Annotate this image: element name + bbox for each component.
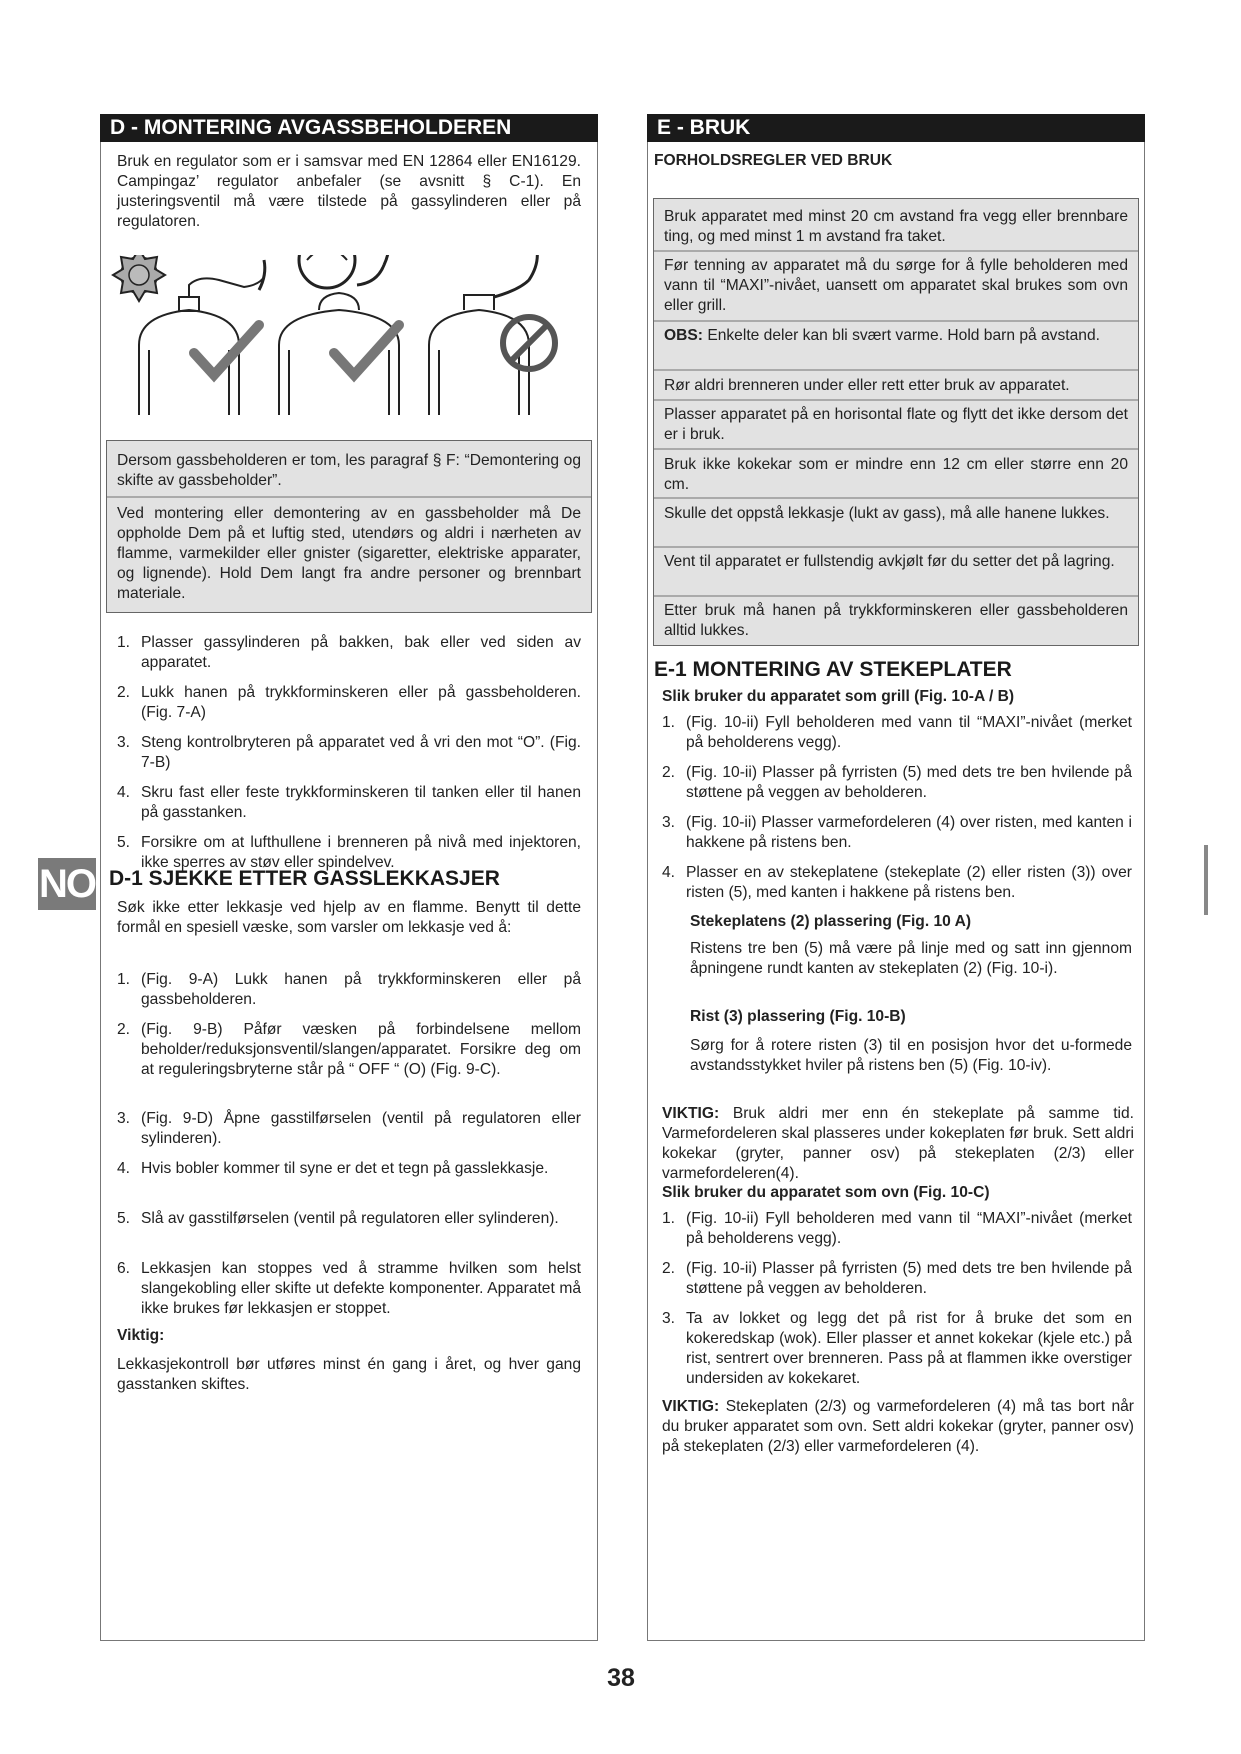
grill-subtitle: Slik bruker du apparatet som grill (Fig. 10-A / B): [662, 688, 1015, 705]
section-e-subheader: FORHOLDSREGLER VED BRUK: [654, 152, 893, 169]
precaution-item: Bruk apparatet med minst 20 cm avstand fra vegg eller brennbare ting, og med minst 1 m avstand fra taket.: [664, 208, 1128, 245]
precaution-item: Etter bruk må hanen på trykkforminskeren eller gassbeholderen alltid lukkes.: [664, 602, 1128, 639]
section-d-warning-box: [106, 440, 592, 613]
list-item: 6. Lekkasjen kan stoppes ved å stramme hvilken som helst slangekobling eller skifte ut defekte komponenter. Apparatet må ikke brukes før lekkasjen er stoppet.: [117, 1260, 581, 1317]
warning-empty-tank: Dersom gassbeholderen er tom, les paragraf § F: “Demontering og skifte av gassbeholder”.: [117, 452, 581, 489]
page-number: 38: [607, 1664, 635, 1692]
list-item: 5. Forsikre om at lufthullene i brenneren på nivå med injektoren, ikke sperres av støv eller spindelvev.: [117, 834, 581, 871]
precaution-item: Rør aldri brenneren under eller rett etter bruk av apparatet.: [664, 377, 1070, 394]
precaution-item: Før tenning av apparatet må du sørge for å fylle beholderen med vann til “MAXI”-nivået, uansett om apparatet skal brukes som ovn eller grill.: [664, 257, 1128, 314]
list-item: 1. Plasser gassylinderen på bakken, bak eller ved siden av apparatet.: [117, 634, 581, 671]
valve-knob-icon: [113, 255, 165, 301]
precaution-item: Skulle det oppstå lekkasje (lukt av gass), må alle hanene lukkes.: [664, 505, 1110, 522]
list-item: 5. Slå av gasstilførselen (ventil på regulatoren eller sylinderen).: [117, 1210, 559, 1227]
viktig-grill-note: VIKTIG: Bruk aldri mer enn én stekeplate på samme tid. Varmefordeleren skal plasseres under kokeplaten før bruk. Sett aldri kokekar (gryter, panner osv) på stekeplaten (2/3) eller varmefordeleren(4).: [662, 1105, 1134, 1182]
list-item: 3. Ta av lokket og legg det på rist for å bruke det som en kokeredskap (wok). Eller plasser et annet kokekar (kjele etc.) på rist, sentrert over brenneren. Pass på at flammen ikke overstiger undersiden av kokekaret.: [662, 1310, 1132, 1387]
precaution-item: Vent til apparatet er fullstendig avkjølt før du setter det på lagring.: [664, 553, 1115, 570]
section-d1-title: D-1 SJEKKE ETTER GASSLEKKASJER: [109, 867, 500, 890]
precaution-item: Bruk ikke kokekar som er mindre enn 12 cm eller større enn 20 cm.: [664, 456, 1128, 493]
rist-subtitle: Rist (3) plassering (Fig. 10-B): [690, 1008, 906, 1025]
stekeplate-text: Ristens tre ben (5) må være på linje med og satt inn gjennom åpningene rundt kanten av stekeplaten (2) (Fig. 10-i).: [690, 940, 1132, 977]
section-d-header: D - MONTERING AVGASSBEHOLDEREN: [100, 114, 598, 142]
gas-cylinder-illustration: [109, 255, 589, 415]
section-e-header: E - BRUK: [647, 114, 1145, 142]
list-item: 3. (Fig. 9-D) Åpne gasstilførselen (ventil på regulatoren eller sylinderen).: [117, 1110, 581, 1147]
list-item: 4. Hvis bobler kommer til syne er det et tegn på gasslekkasje.: [117, 1160, 549, 1177]
section-e-precautions-box: [653, 198, 1139, 646]
list-item: 3. Steng kontrolbryteren på apparatet ved å vri den mot “O”. (Fig. 7-B): [117, 734, 581, 771]
section-d-intro: Bruk en regulator som er i samsvar med EN 12864 eller EN16129. Campingaz’ regulator anbefaler (se avsnitt § C-1). En justeringsventil må være tilstede på gassylinderen eller på regulatoren.: [117, 153, 581, 230]
page-edge-marker: [1204, 845, 1208, 915]
list-item: 4. Skru fast eller feste trykkforminskeren til tanken eller til hanen på gasstanken.: [117, 784, 581, 821]
section-e1-title: E-1 MONTERING AV STEKEPLATER: [654, 658, 1012, 681]
list-item: 2. (Fig. 10-ii) Plasser på fyrristen (5) med dets tre ben hvilende på støttene på veggen av beholderen.: [662, 764, 1132, 801]
list-item: 1. (Fig. 9-A) Lukk hanen på trykkforminskeren eller på gassbeholderen.: [117, 971, 581, 1008]
list-item: 2. Lukk hanen på trykkforminskeren eller på gassbeholderen. (Fig. 7-A): [117, 684, 581, 721]
precaution-item: Plasser apparatet på en horisontal flate og flytt det ikke dersom det er i bruk.: [664, 406, 1128, 443]
warning-ventilation: Ved montering eller demontering av en gassbeholder må De oppholde Dem på et luftig sted, utendørs og aldri i nærheten av flamme, varmekilder eller gnister (sigaretter, elektriske apparater, og lignende). Hold Dem langt fra andre personer og brennbart materiale.: [117, 505, 581, 602]
section-d-montering: [100, 114, 598, 1641]
ovn-subtitle: Slik bruker du apparatet som ovn (Fig. 10-C): [662, 1184, 990, 1201]
viktig-text: Lekkasjekontroll bør utføres minst én gang i året, og hver gang gasstanken skiftes.: [117, 1356, 581, 1393]
list-item: 2. (Fig. 10-ii) Plasser på fyrristen (5) med dets tre ben hvilende på støttene på veggen av beholderen.: [662, 1260, 1132, 1297]
section-e-bruk: [647, 114, 1145, 1641]
rist-text: Sørg for å rotere risten (3) til en posisjon hvor det u-formede avstandsstykket hviler på ristens ben (5) (Fig. 10-iv).: [690, 1037, 1132, 1074]
list-item: 1. (Fig. 10-ii) Fyll beholderen med vann til “MAXI”-nivået (merket på beholderens vegg).: [662, 1210, 1132, 1247]
list-item: 4. Plasser en av stekeplatene (stekeplate (2) eller risten (3)) over risten (5), med kanten i hakkene på ristens ben.: [662, 864, 1132, 901]
check-mark-icon: [194, 325, 259, 375]
viktig-ovn-note: VIKTIG: Stekeplaten (2/3) og varmefordeleren (4) må tas bort når du bruker apparatet som ovn. Sett aldri kokekar (gryter, panner osv) på stekeplaten (2/3) eller varmefordeleren (4).: [662, 1398, 1134, 1455]
precaution-item: OBS: Enkelte deler kan bli svært varme. Hold barn på avstand.: [664, 327, 1100, 344]
viktig-label: Viktig:: [117, 1327, 165, 1344]
list-item: 1. (Fig. 10-ii) Fyll beholderen med vann til “MAXI”-nivået (merket på beholderens vegg).: [662, 714, 1132, 751]
section-d1-intro: Søk ikke etter lekkasje ved hjelp av en flamme. Benytt til dette formål en spesiell væske, som varsler om lekkasje ved å:: [117, 899, 581, 936]
list-item: 2. (Fig. 9-B) Påfør væsken på forbindelsene mellom beholder/reduksjonsventil/slangen/apparatet. Forsikre deg om at reguleringsbryterne står på “ OFF “ (O) (Fig. 9-C).: [117, 1021, 581, 1078]
stekeplate-subtitle: Stekeplatens (2) plassering (Fig. 10 A): [690, 913, 972, 930]
language-tab: NO: [38, 858, 96, 910]
list-item: 3. (Fig. 10-ii) Plasser varmefordeleren (4) over risten, med kanten i hakkene på ristens ben.: [662, 814, 1132, 851]
